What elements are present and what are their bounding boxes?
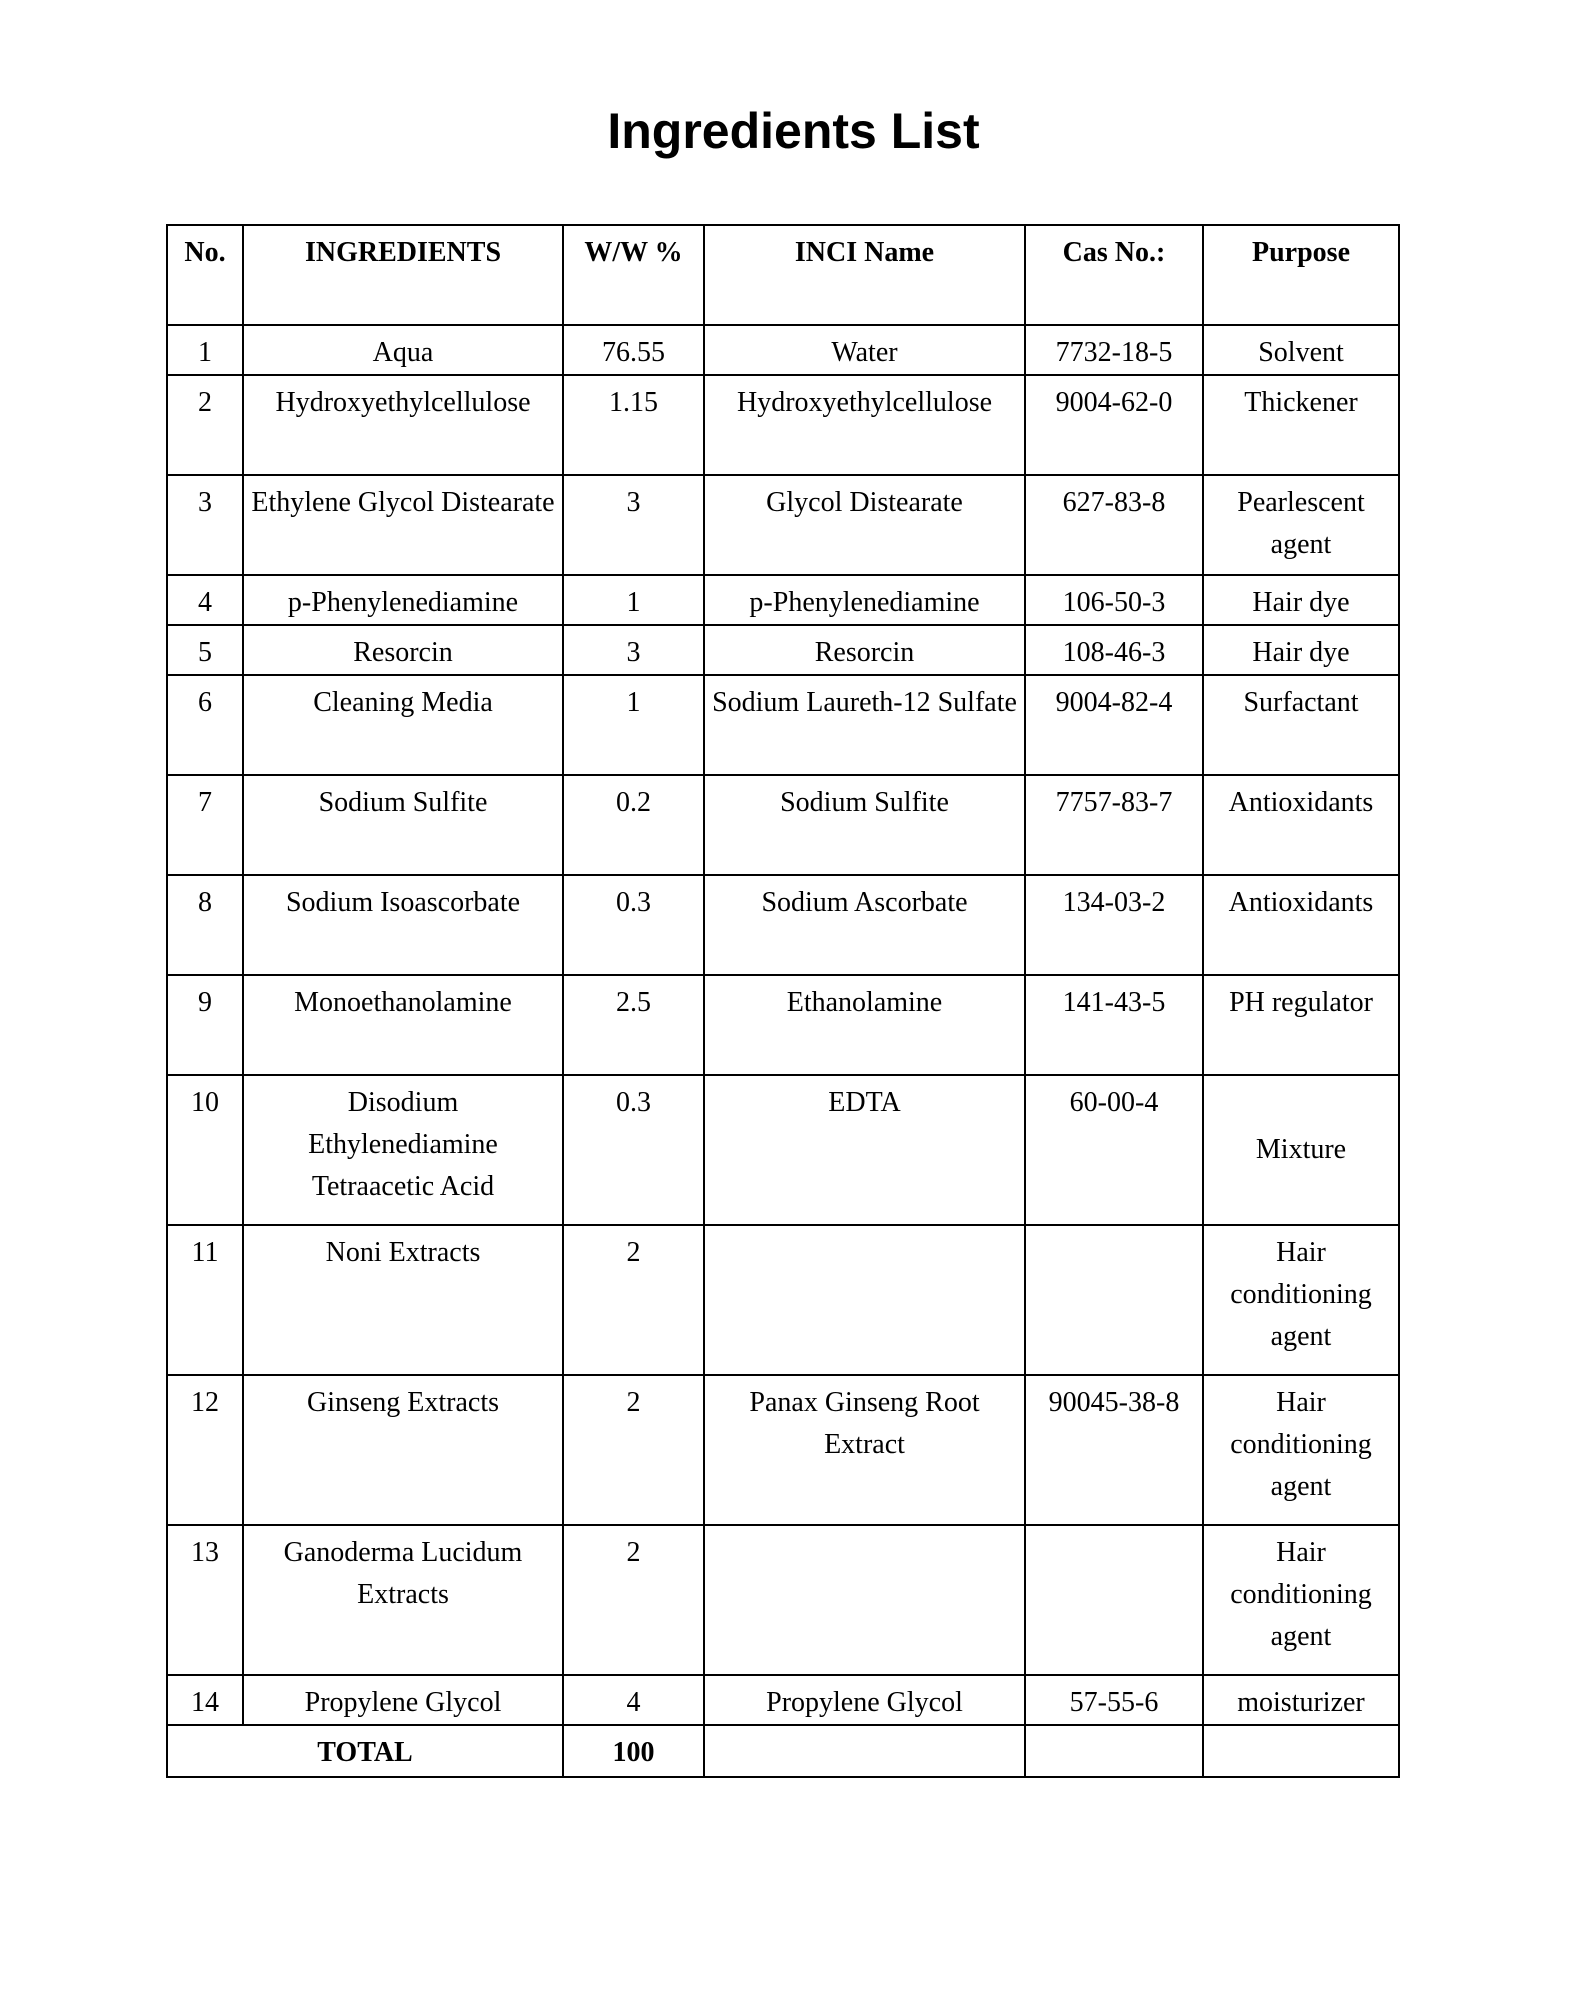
header-cas-no: Cas No.: xyxy=(1025,225,1203,325)
cell-ingredient: Propylene Glycol xyxy=(243,1675,563,1725)
cell-cas: 627-83-8 xyxy=(1025,475,1203,575)
table-row xyxy=(167,375,1399,475)
table-row xyxy=(167,1525,1399,1675)
cell-ingredient: Sodium Isoascorbate xyxy=(243,875,563,975)
cell-cas xyxy=(1025,1525,1203,1675)
cell-ingredient: Ethylene Glycol Distearate xyxy=(243,475,563,575)
cell-no: 11 xyxy=(167,1225,243,1375)
cell-cas: 60-00-4 xyxy=(1025,1075,1203,1225)
cell-cas xyxy=(1025,1225,1203,1375)
cell-purpose: Thickener xyxy=(1203,375,1399,475)
cell-cas: 9004-62-0 xyxy=(1025,375,1203,475)
table-row xyxy=(167,1375,1399,1525)
cell-purpose: Hair conditioning agent xyxy=(1203,1525,1399,1675)
cell-no: 8 xyxy=(167,875,243,975)
cell-cas: 7757-83-7 xyxy=(1025,775,1203,875)
cell-ingredient: Disodium Ethylenediamine Tetraacetic Acid xyxy=(243,1075,563,1225)
table-row xyxy=(167,1225,1399,1375)
cell-cas: 134-03-2 xyxy=(1025,875,1203,975)
header-ingredients: INGREDIENTS xyxy=(243,225,563,325)
cell-inci: Ethanolamine xyxy=(704,975,1025,1075)
table-row xyxy=(167,975,1399,1075)
cell-no: 14 xyxy=(167,1675,243,1725)
cell-ww: 1.15 xyxy=(563,375,704,475)
cell-cas: 7732-18-5 xyxy=(1025,325,1203,375)
cell-ww: 2.5 xyxy=(563,975,704,1075)
cell-purpose: Hair dye xyxy=(1203,625,1399,675)
cell-ww: 4 xyxy=(563,1675,704,1725)
cell-no: 1 xyxy=(167,325,243,375)
cell-purpose: moisturizer xyxy=(1203,1675,1399,1725)
header-purpose: Purpose xyxy=(1203,225,1399,325)
cell-ww: 0.2 xyxy=(563,775,704,875)
header-no: No. xyxy=(167,225,243,325)
cell-cas: 57-55-6 xyxy=(1025,1675,1203,1725)
table-row xyxy=(167,675,1399,775)
cell-ww: 0.3 xyxy=(563,875,704,975)
total-empty-inci xyxy=(704,1725,1025,1777)
cell-inci: Panax Ginseng Root Extract xyxy=(704,1375,1025,1525)
header-inci-name: INCI Name xyxy=(704,225,1025,325)
table-row xyxy=(167,775,1399,875)
cell-purpose: Solvent xyxy=(1203,325,1399,375)
cell-no: 13 xyxy=(167,1525,243,1675)
cell-ww: 2 xyxy=(563,1525,704,1675)
cell-ingredient: Hydroxyethylcellulose xyxy=(243,375,563,475)
cell-inci: Sodium Laureth-12 Sulfate xyxy=(704,675,1025,775)
cell-purpose: Antioxidants xyxy=(1203,775,1399,875)
cell-ww: 1 xyxy=(563,675,704,775)
cell-ingredient: p-Phenylenediamine xyxy=(243,575,563,625)
cell-purpose: Hair dye xyxy=(1203,575,1399,625)
cell-no: 3 xyxy=(167,475,243,575)
total-row xyxy=(167,1725,1399,1777)
cell-inci xyxy=(704,1225,1025,1375)
cell-ingredient: Sodium Sulfite xyxy=(243,775,563,875)
cell-ww: 1 xyxy=(563,575,704,625)
cell-cas: 108-46-3 xyxy=(1025,625,1203,675)
page-title: Ingredients List xyxy=(607,103,980,159)
cell-purpose: PH regulator xyxy=(1203,975,1399,1075)
cell-purpose: Mixture xyxy=(1203,1075,1399,1225)
total-empty-cas xyxy=(1025,1725,1203,1777)
cell-inci: Sodium Ascorbate xyxy=(704,875,1025,975)
total-empty-purpose xyxy=(1203,1725,1399,1777)
cell-no: 4 xyxy=(167,575,243,625)
cell-purpose: Antioxidants xyxy=(1203,875,1399,975)
cell-ingredient: Resorcin xyxy=(243,625,563,675)
cell-inci: p-Phenylenediamine xyxy=(704,575,1025,625)
cell-ingredient: Aqua xyxy=(243,325,563,375)
cell-inci: Propylene Glycol xyxy=(704,1675,1025,1725)
cell-inci: Hydroxyethylcellulose xyxy=(704,375,1025,475)
cell-ww: 76.55 xyxy=(563,325,704,375)
table-row xyxy=(167,625,1399,675)
table-row xyxy=(167,475,1399,575)
table-row xyxy=(167,1075,1399,1225)
cell-no: 2 xyxy=(167,375,243,475)
header-ww-percent: W/W % xyxy=(563,225,704,325)
cell-ingredient: Cleaning Media xyxy=(243,675,563,775)
cell-ww: 3 xyxy=(563,625,704,675)
cell-purpose: Hair conditioning agent xyxy=(1203,1225,1399,1375)
cell-cas: 141-43-5 xyxy=(1025,975,1203,1075)
table-row xyxy=(167,875,1399,975)
cell-no: 5 xyxy=(167,625,243,675)
cell-purpose: Pearlescent agent xyxy=(1203,475,1399,575)
cell-inci: Sodium Sulfite xyxy=(704,775,1025,875)
table-header-row xyxy=(167,225,1399,325)
cell-no: 9 xyxy=(167,975,243,1075)
cell-ww: 2 xyxy=(563,1225,704,1375)
cell-inci: EDTA xyxy=(704,1075,1025,1225)
cell-inci xyxy=(704,1525,1025,1675)
cell-ingredient: Ginseng Extracts xyxy=(243,1375,563,1525)
cell-no: 10 xyxy=(167,1075,243,1225)
cell-ww: 3 xyxy=(563,475,704,575)
cell-purpose: Hair conditioning agent xyxy=(1203,1375,1399,1525)
cell-purpose: Surfactant xyxy=(1203,675,1399,775)
cell-cas: 106-50-3 xyxy=(1025,575,1203,625)
cell-ww: 2 xyxy=(563,1375,704,1525)
table-row xyxy=(167,325,1399,375)
cell-inci: Water xyxy=(704,325,1025,375)
total-label: TOTAL xyxy=(167,1725,563,1777)
cell-ingredient: Monoethanolamine xyxy=(243,975,563,1075)
table-row xyxy=(167,1675,1399,1725)
cell-cas: 9004-82-4 xyxy=(1025,675,1203,775)
cell-no: 12 xyxy=(167,1375,243,1525)
cell-inci: Glycol Distearate xyxy=(704,475,1025,575)
table-row xyxy=(167,575,1399,625)
cell-ingredient: Noni Extracts xyxy=(243,1225,563,1375)
ingredients-table xyxy=(166,224,1400,1778)
total-value: 100 xyxy=(563,1725,704,1777)
cell-ingredient: Ganoderma Lucidum Extracts xyxy=(243,1525,563,1675)
cell-inci: Resorcin xyxy=(704,625,1025,675)
cell-ww: 0.3 xyxy=(563,1075,704,1225)
cell-cas: 90045-38-8 xyxy=(1025,1375,1203,1525)
cell-no: 7 xyxy=(167,775,243,875)
cell-no: 6 xyxy=(167,675,243,775)
